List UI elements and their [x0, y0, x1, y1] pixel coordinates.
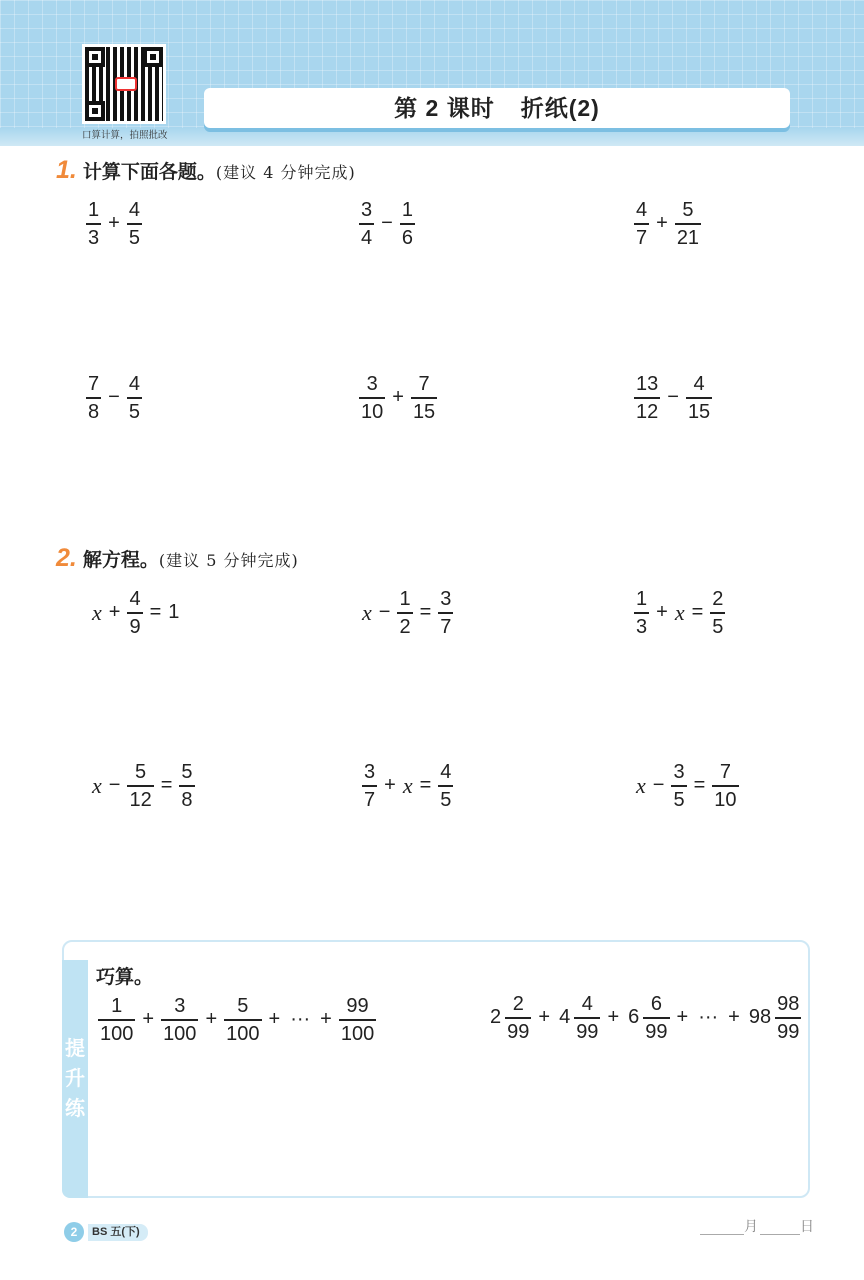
calc-problem-4: $\frac{7}{8}$ − $\frac{4}{5}$ [88, 373, 140, 423]
fraction: $\frac{3}{7}$ [440, 588, 452, 638]
fraction: $\frac{4}{99}$ [576, 993, 599, 1043]
section-number: 1. [56, 156, 77, 184]
fraction: $\frac{7}{15}$ [412, 373, 436, 423]
section-2-heading [56, 544, 299, 573]
lesson-title [204, 88, 790, 128]
calc-problem-1: $\frac{1}{3}$ + $\frac{4}{5}$ [88, 199, 140, 249]
qr-code-icon[interactable] [82, 44, 166, 124]
clever-sum-1: $\frac{1}{100}$ + $\frac{3}{100}$ + $\frac{5}{100}$ + ··· + $\frac{99}{100}$ [100, 995, 375, 1045]
qr-finder-icon [85, 47, 105, 67]
qr-finder-icon [85, 101, 105, 121]
section-1-heading [56, 156, 356, 185]
section-number: 2. [56, 544, 77, 572]
fraction: $\frac{3}{5}$ [673, 761, 685, 811]
date-day-line [760, 1234, 800, 1235]
equation-5: $\frac{3}{7}$ + x = $\frac{4}{5}$ [364, 761, 452, 811]
qr-logo-icon [115, 77, 137, 91]
lesson-topic: 折纸(2) [520, 95, 600, 121]
date-month-label: 月 [744, 1218, 758, 1234]
date-day-label: 日 [800, 1218, 814, 1234]
fraction: $\frac{5}{21}$ [676, 199, 700, 249]
fraction: $\frac{98}{99}$ [777, 993, 800, 1043]
fraction: $\frac{2}{99}$ [507, 993, 530, 1043]
equation-3: $\frac{1}{3}$ + x = $\frac{2}{5}$ [636, 588, 724, 638]
fraction: $\frac{4}{15}$ [687, 373, 711, 423]
challenge-title: 巧算。 [96, 967, 154, 988]
challenge-box [62, 940, 810, 1198]
fraction: $\frac{3}{4}$ [361, 199, 373, 249]
clever-sum-2: 2 $\frac{2}{99}$ + 4 $\frac{4}{99}$ + 6 $\frac{6}{99}$ + ··· + 98 $\frac{98}{99}$ [490, 993, 800, 1043]
tab-char: 升 [65, 1068, 85, 1090]
lesson-number: 第 2 课时 [394, 95, 495, 121]
fraction: $\frac{7}{10}$ [714, 761, 737, 811]
fraction: $\frac{5}{100}$ [226, 995, 260, 1045]
fraction: $\frac{4}{5}$ [128, 199, 140, 249]
fraction: $\frac{4}{5}$ [128, 373, 140, 423]
equation-4: x − $\frac{5}{12}$ = $\frac{5}{8}$ [92, 761, 193, 811]
fraction: $\frac{1}{6}$ [401, 199, 413, 249]
tab-char: 练 [65, 1098, 85, 1120]
fraction: $\frac{5}{12}$ [129, 761, 152, 811]
fraction: $\frac{1}{3}$ [88, 199, 100, 249]
fraction: $\frac{5}{8}$ [181, 761, 193, 811]
fraction: $\frac{4}{7}$ [636, 199, 648, 249]
section-title: 计算下面各题。 [82, 162, 216, 183]
fraction: $\frac{1}{3}$ [636, 588, 648, 638]
fraction: $\frac{1}{2}$ [399, 588, 411, 638]
qr-caption: 口算计算，拍照批改 [82, 130, 168, 141]
section-hint: (建议 4 分钟完成) [215, 163, 356, 182]
qr-finder-icon [143, 47, 163, 67]
book-label: BS 五(下) [88, 1224, 148, 1241]
fraction: $\frac{7}{8}$ [88, 373, 100, 423]
calc-problem-6: $\frac{13}{12}$ − $\frac{4}{15}$ [636, 373, 711, 423]
date-month-line [700, 1234, 744, 1235]
fraction: $\frac{6}{99}$ [645, 993, 668, 1043]
equation-1: x + $\frac{4}{9}$ = 1 [92, 588, 180, 638]
section-title: 解方程。 [82, 550, 159, 571]
fraction: $\frac{4}{5}$ [440, 761, 452, 811]
fraction: $\frac{3}{10}$ [361, 373, 384, 423]
fraction: $\frac{2}{5}$ [712, 588, 724, 638]
fraction: $\frac{3}{7}$ [364, 761, 376, 811]
fraction: $\frac{99}{100}$ [340, 995, 375, 1045]
equation-2: x − $\frac{1}{2}$ = $\frac{3}{7}$ [362, 588, 452, 638]
fraction: $\frac{3}{100}$ [163, 995, 197, 1045]
calc-problem-3: $\frac{4}{7}$ + $\frac{5}{21}$ [636, 199, 700, 249]
calc-problem-2: $\frac{3}{4}$ − $\frac{1}{6}$ [361, 199, 413, 249]
page-number-badge: 2 [64, 1222, 84, 1242]
calc-problem-5: $\frac{3}{10}$ + $\frac{7}{15}$ [361, 373, 436, 423]
section-hint: (建议 5 分钟完成) [158, 551, 299, 570]
fraction: $\frac{1}{100}$ [100, 995, 134, 1045]
fraction: $\frac{4}{9}$ [129, 588, 141, 638]
equation-6: x − $\frac{3}{5}$ = $\frac{7}{10}$ [636, 761, 737, 811]
fraction: $\frac{13}{12}$ [636, 373, 659, 423]
tab-char: 提 [65, 1038, 85, 1060]
challenge-tab [62, 960, 88, 1198]
